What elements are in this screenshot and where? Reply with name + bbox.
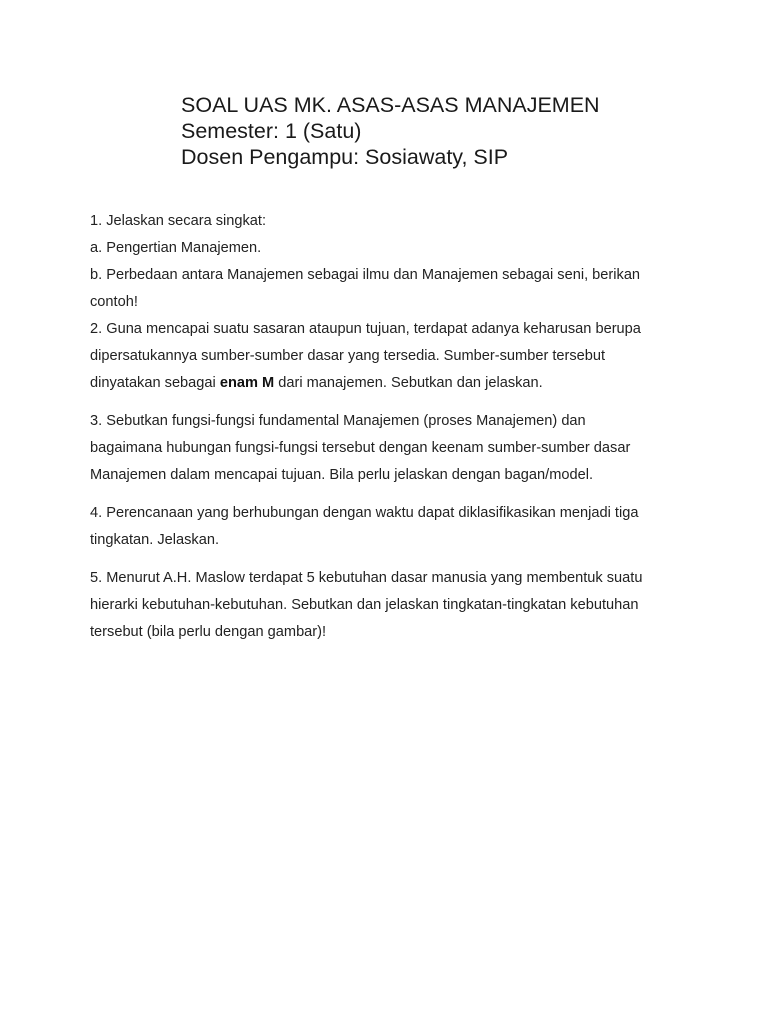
- question-5-line: hierarki kebutuhan-kebutuhan. Sebutkan dan jelaskan tingkatan-tingkatan kebutuhan: [90, 597, 639, 613]
- question-3-line: bagaimana hubungan fungsi-fungsi tersebut dengan keenam sumber-sumber dasar: [90, 440, 631, 456]
- lecturer-label: Dosen Pengampu: Sosiawaty, SIP: [181, 145, 509, 169]
- exam-title: SOAL UAS MK. ASAS-ASAS MANAJEMEN: [181, 93, 600, 117]
- question-1: [90, 208, 690, 316]
- question-2-line: [90, 370, 690, 397]
- paragraph-spacer: [90, 489, 690, 500]
- question-1-item-a: a. Pengertian Manajemen.: [90, 240, 262, 256]
- paragraph-spacer: [90, 554, 690, 565]
- question-5: [90, 565, 690, 646]
- question-1-item-b: b. Perbedaan antara Manajemen sebagai ilmu dan Manajemen sebagai seni, berikan: [90, 267, 641, 283]
- paragraph-spacer: [90, 397, 690, 408]
- question-2-text: dari manajemen. Sebutkan dan jelaskan.: [274, 375, 543, 391]
- question-3: [90, 408, 690, 489]
- question-1-intro: 1. Jelaskan secara singkat:: [90, 213, 267, 229]
- question-4-line: tingkatan. Jelaskan.: [90, 532, 219, 548]
- question-3-line: Manajemen dalam mencapai tujuan. Bila perlu jelaskan dengan bagan/model.: [90, 467, 593, 483]
- question-5-line: tersebut (bila perlu dengan gambar)!: [90, 624, 327, 640]
- exam-header: [181, 92, 741, 170]
- question-2-line: dipersatukannya sumber-sumber dasar yang tersedia. Sumber-sumber tersebut: [90, 348, 606, 364]
- semester-label: Semester: 1 (Satu): [181, 119, 362, 143]
- question-1-item-b-cont: contoh!: [90, 294, 138, 310]
- question-5-line: 5. Menurut A.H. Maslow terdapat 5 kebutuhan dasar manusia yang membentuk suatu: [90, 570, 643, 586]
- question-2-emphasis: enam M: [219, 375, 275, 391]
- question-4: [90, 500, 690, 554]
- question-2-line: 2. Guna mencapai suatu sasaran ataupun tujuan, terdapat adanya keharusan berupa: [90, 321, 641, 337]
- question-3-line: 3. Sebutkan fungsi-fungsi fundamental Manajemen (proses Manajemen) dan: [90, 413, 586, 429]
- question-4-line: 4. Perencanaan yang berhubungan dengan waktu dapat diklasifikasikan menjadi tiga: [90, 505, 639, 521]
- exam-questions: [90, 208, 690, 646]
- question-2: [90, 316, 690, 397]
- question-2-text: dinyatakan sebagai: [90, 375, 220, 391]
